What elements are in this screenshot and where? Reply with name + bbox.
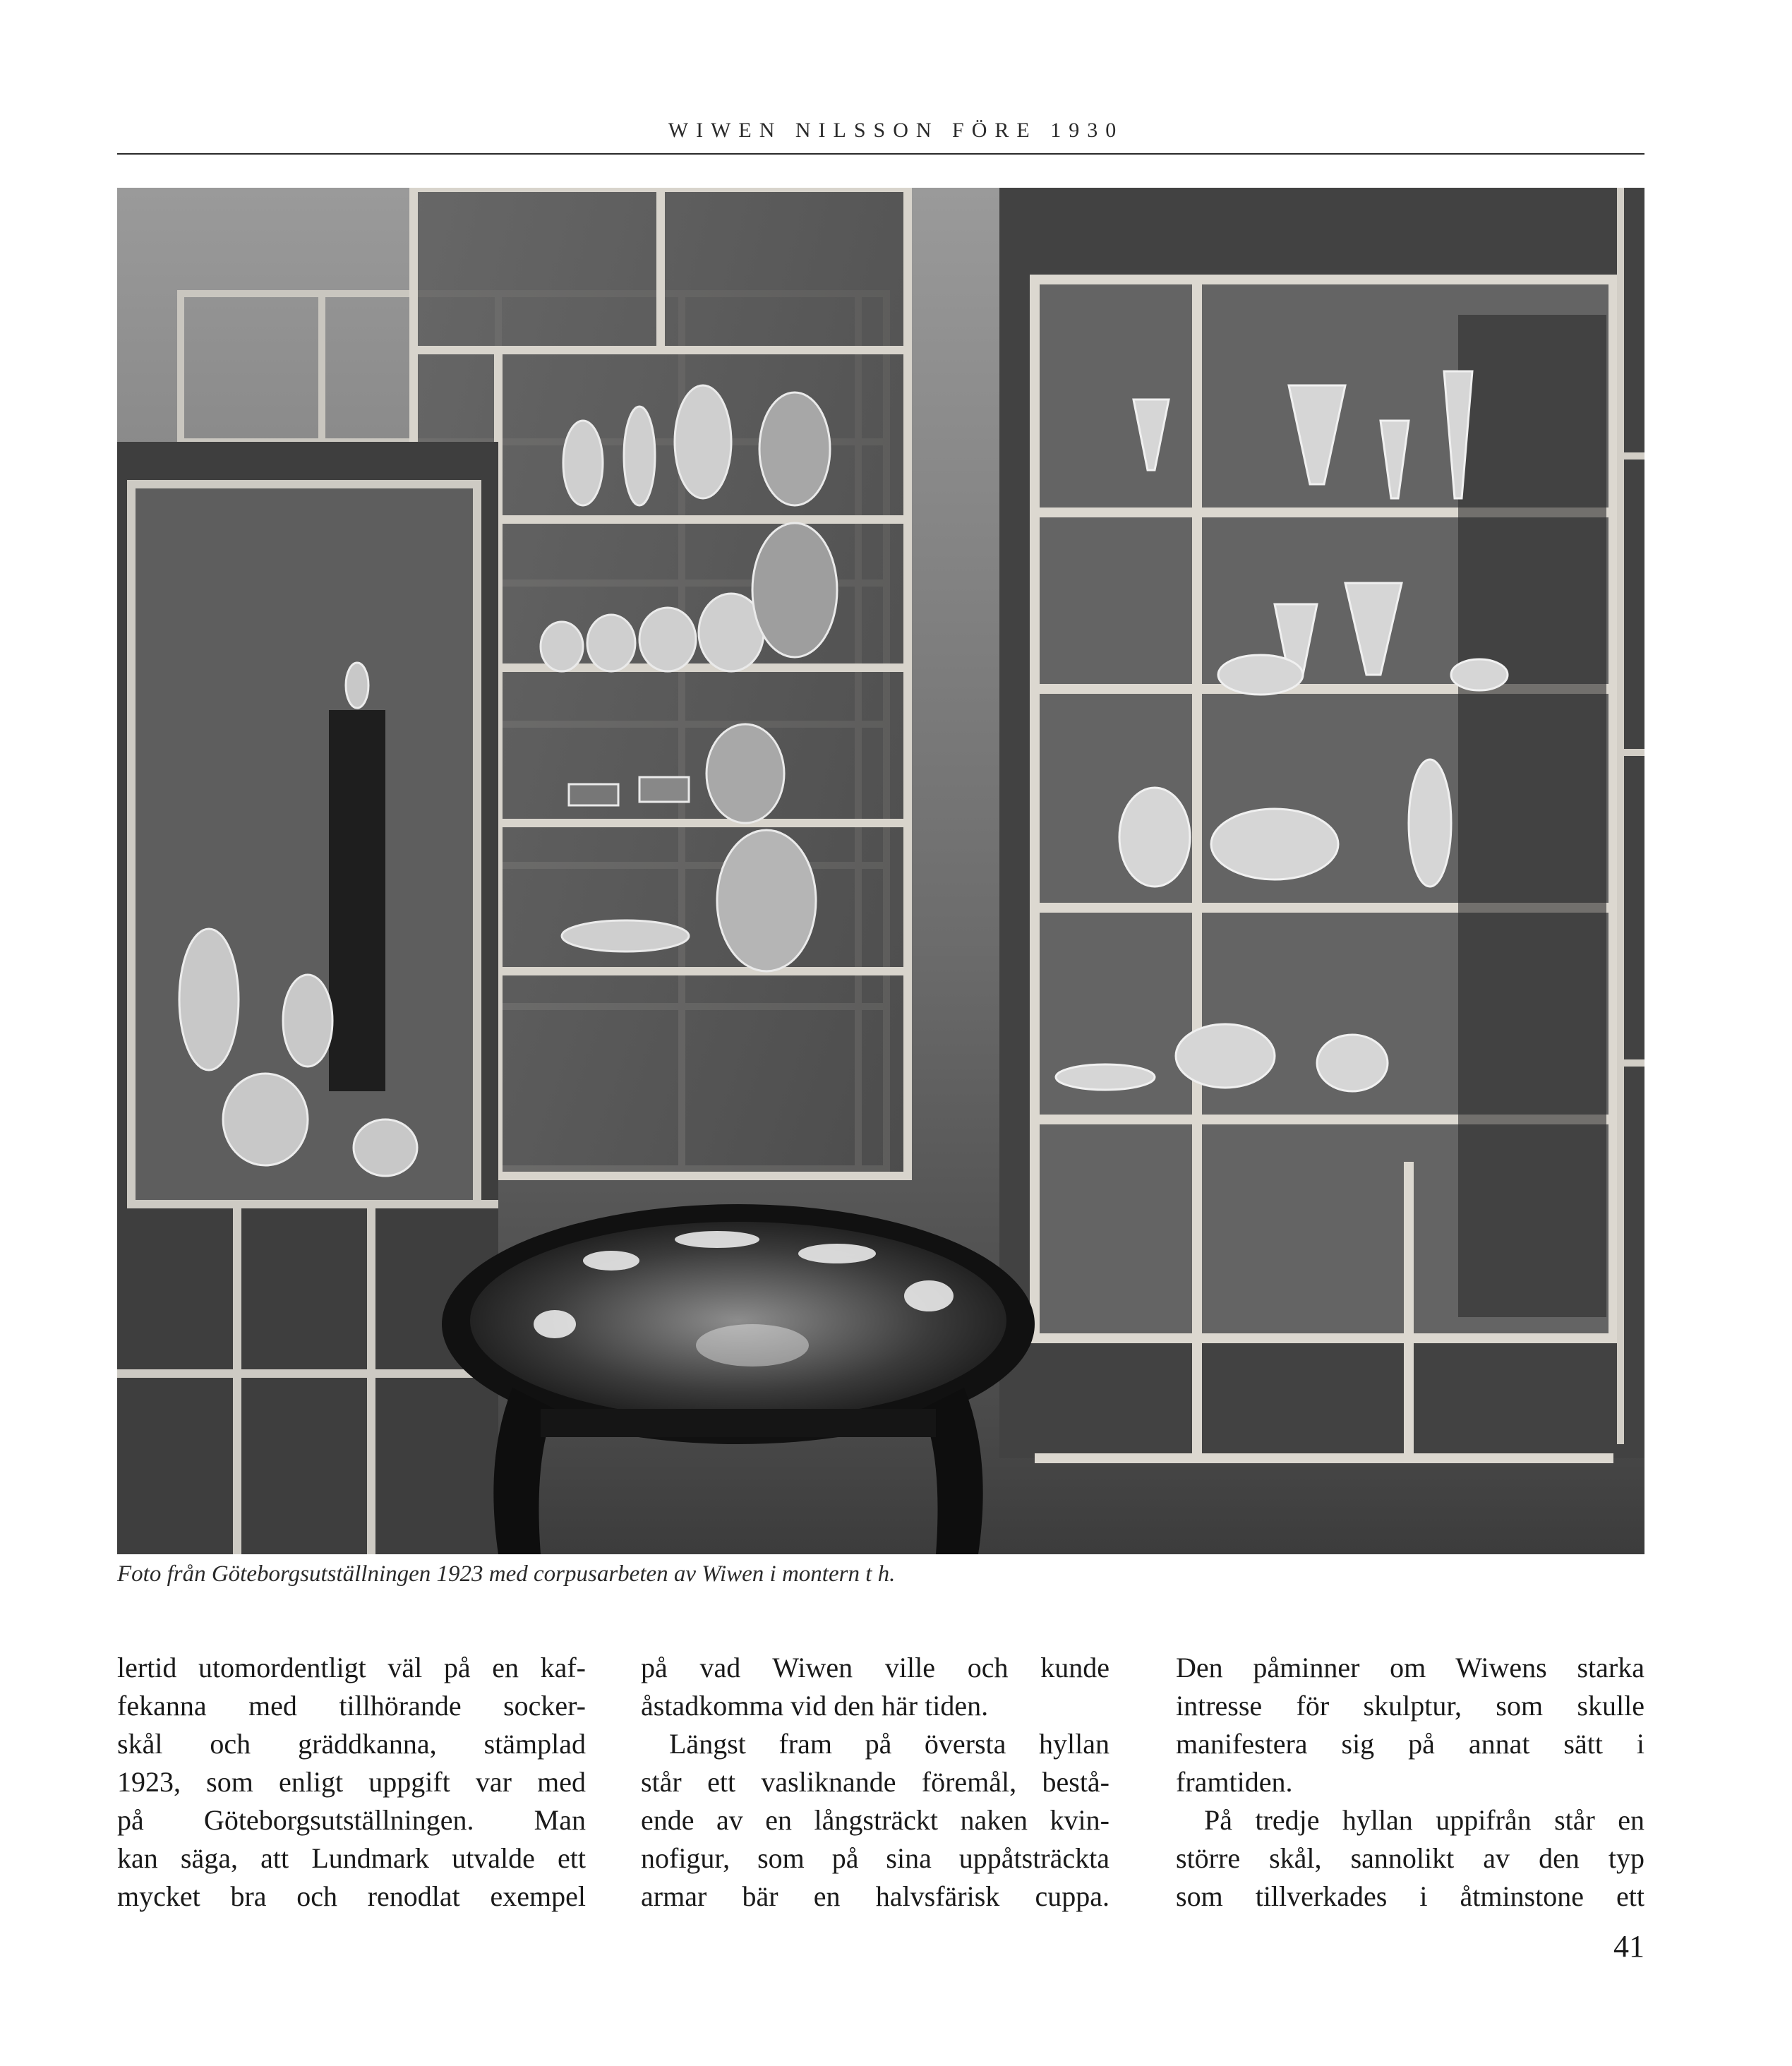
- text-line: på vad Wiwen ville och kunde: [641, 1652, 1110, 1683]
- text-line: lertid utomordentligt väl på en kaf-: [117, 1652, 586, 1683]
- text-line: På tredje hyllan uppifrån står en: [1204, 1804, 1644, 1836]
- text-line: större skål, sannolikt av den typ: [1176, 1842, 1644, 1874]
- text-line: intresse för skulptur, som skulle: [1176, 1690, 1644, 1722]
- text-column-1: [117, 1649, 586, 1916]
- text-line: ende av en långsträckt naken kvin-: [641, 1804, 1110, 1836]
- text-line: armar bär en halvsfärisk cuppa.: [641, 1880, 1110, 1912]
- running-head: WIWEN NILSSON FÖRE 1930: [668, 119, 1124, 142]
- text-line: nofigur, som på sina uppåtsträckta: [641, 1842, 1110, 1874]
- page-number: 41: [1613, 1929, 1644, 1964]
- text-line: manifestera sig på annat sätt i: [1176, 1728, 1644, 1760]
- text-line: fekanna med tillhörande socker-: [117, 1690, 586, 1722]
- text-column-2: [641, 1649, 1110, 1916]
- text-line: Den påminner om Wiwens starka: [1176, 1652, 1644, 1683]
- text-line: skål och gräddkanna, stämplad: [117, 1728, 586, 1760]
- exhibition-photograph: [117, 188, 1644, 1554]
- header-rule: [117, 153, 1644, 155]
- text-line: framtiden.: [1176, 1766, 1293, 1798]
- text-line: på Göteborgsutställningen. Man: [117, 1804, 586, 1836]
- text-line: kan säga, att Lundmark utvalde ett: [117, 1842, 586, 1874]
- text-line: som tillverkades i åtminstone ett: [1176, 1880, 1644, 1912]
- text-line: mycket bra och renodlat exempel: [117, 1880, 586, 1912]
- text-line: Längst fram på översta hyllan: [669, 1728, 1110, 1760]
- text-line: åstadkomma vid den här tiden.: [641, 1690, 989, 1722]
- photo-caption: Foto från Göteborgsutställningen 1923 med corpusarbeten av Wiwen i montern t h.: [117, 1561, 896, 1587]
- text-column-3: [1176, 1649, 1644, 1916]
- text-line: står ett vasliknande föremål, bestå-: [641, 1766, 1110, 1798]
- text-line: 1923, som enligt uppgift var med: [117, 1766, 586, 1798]
